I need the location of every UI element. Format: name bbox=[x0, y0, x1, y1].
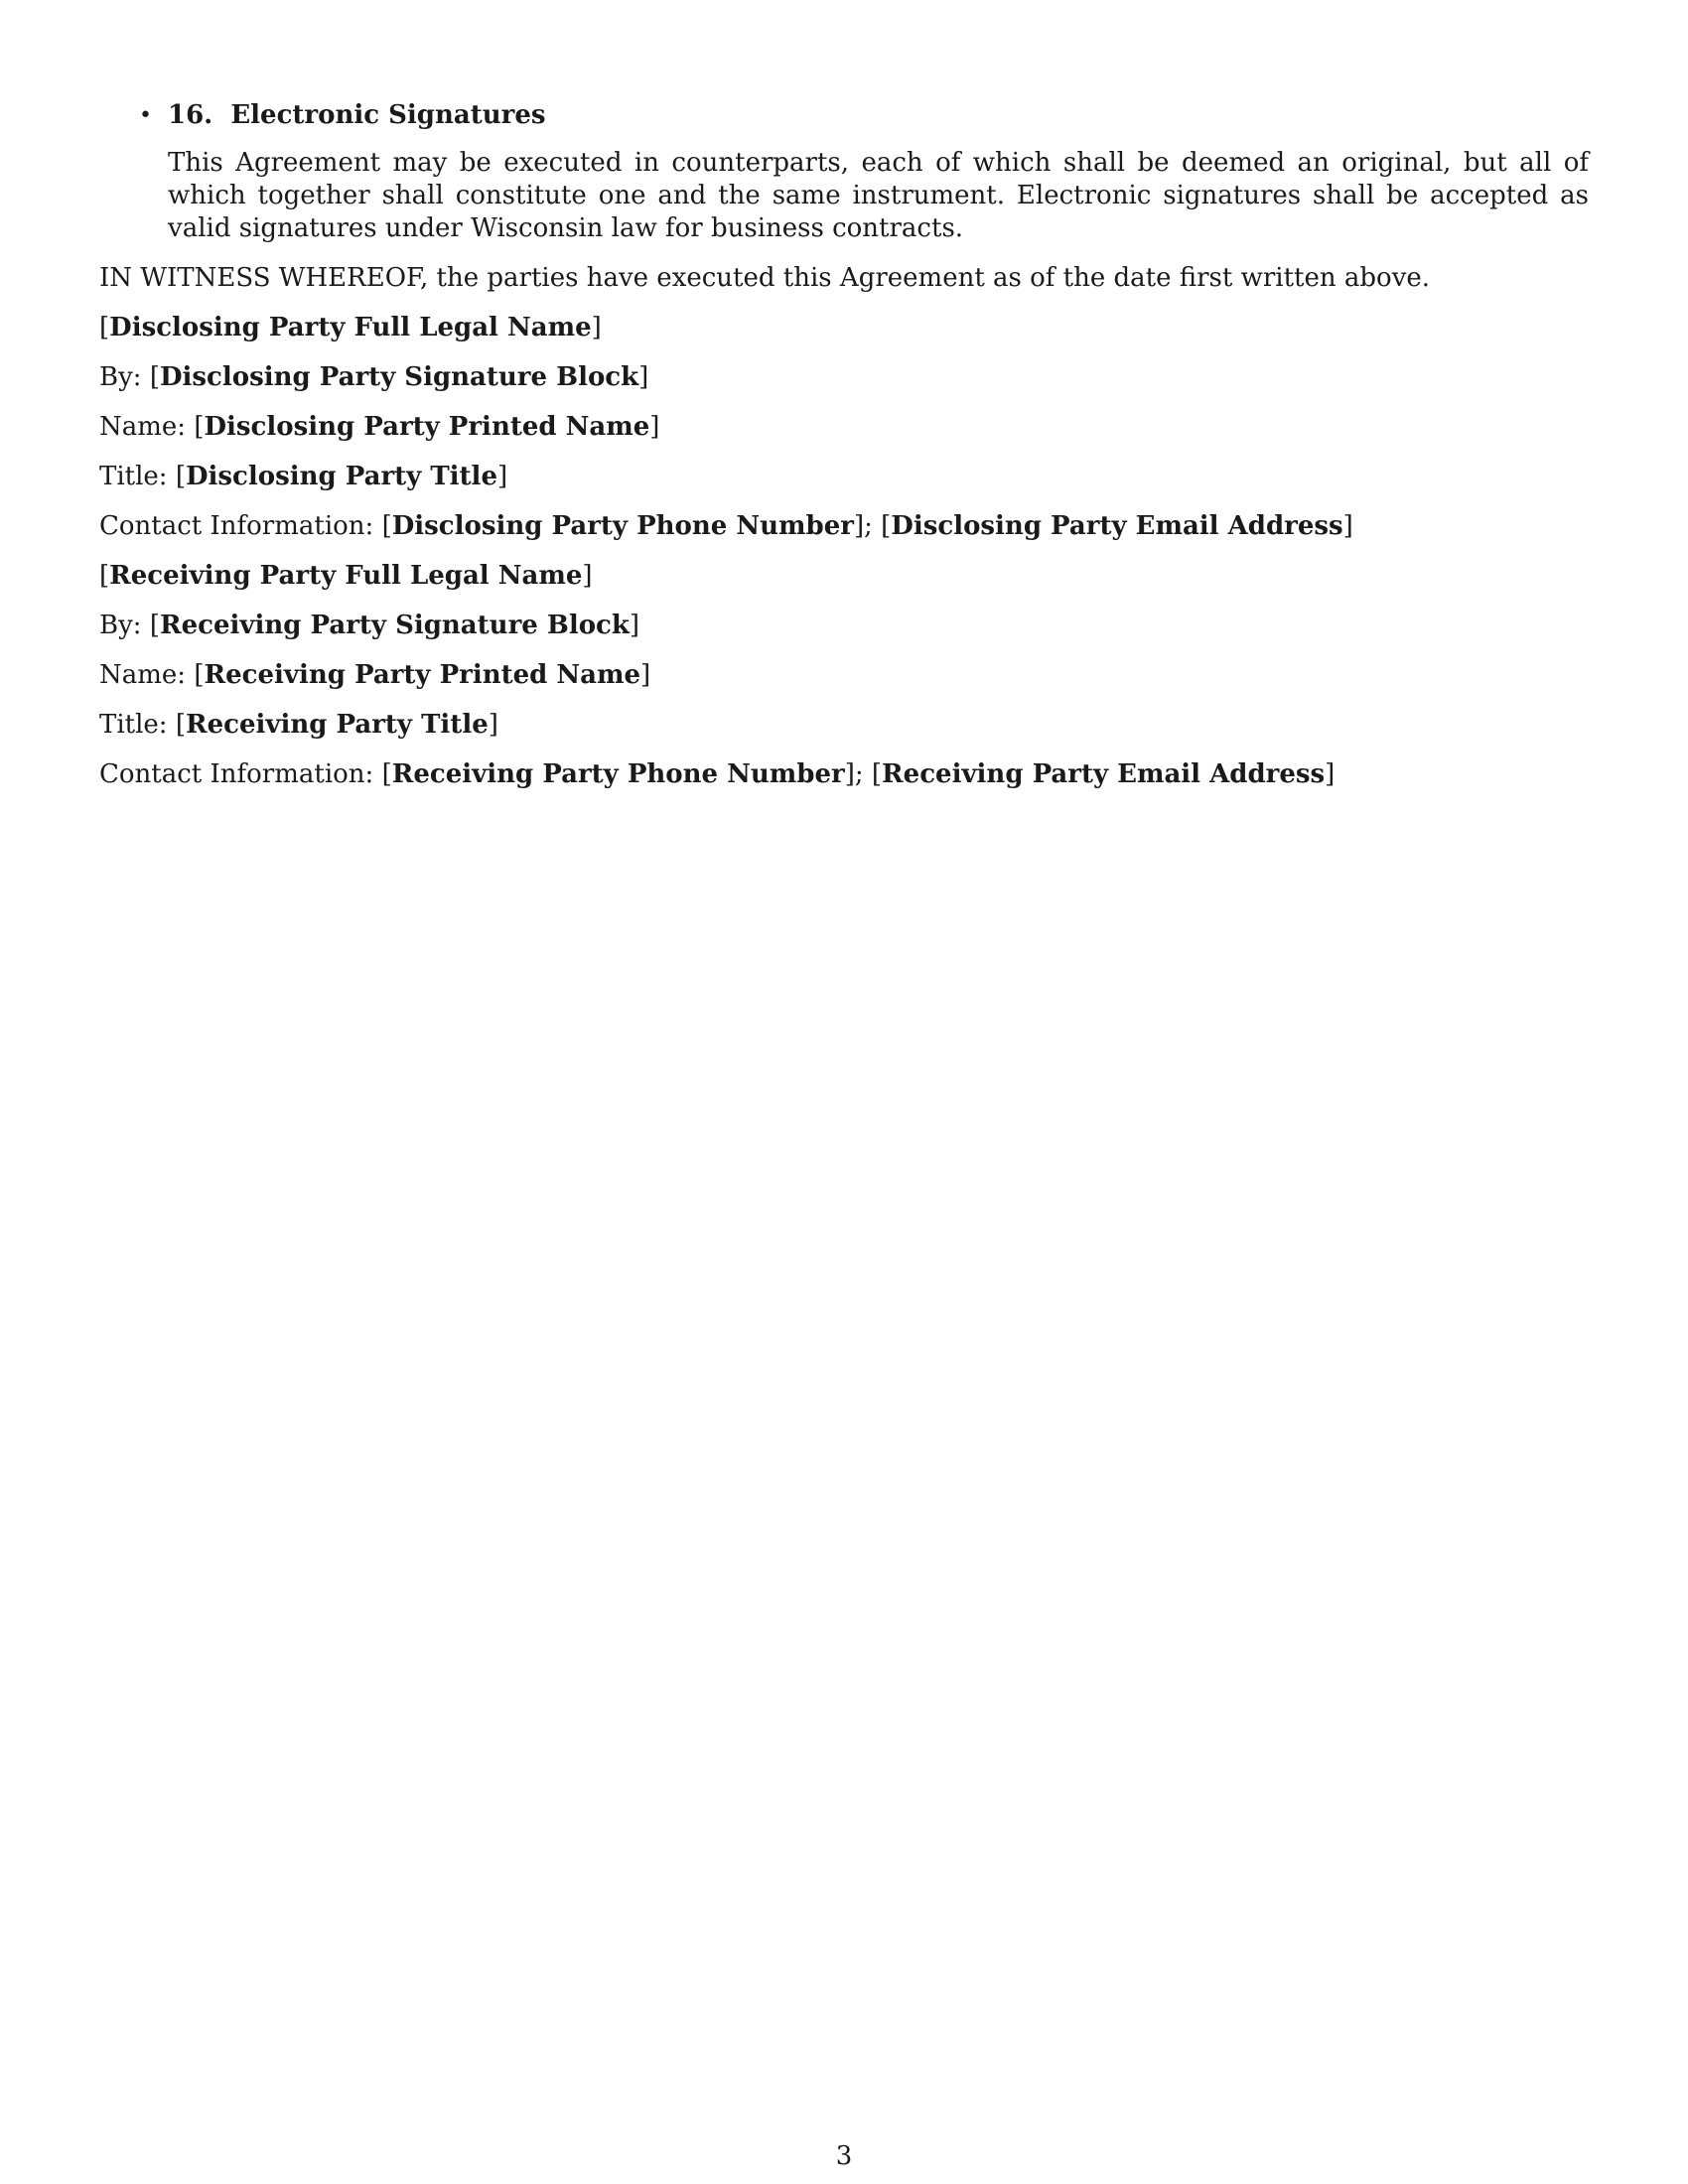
disclosing-signature-block: Disclosing Party Signature Block bbox=[159, 362, 639, 392]
receiving-contact-line: Contact Information: [Receiving Party Phone Number]; [Receiving Party Email Address] bbox=[99, 759, 1336, 789]
disclosing-printed-name: Disclosing Party Printed Name bbox=[204, 412, 650, 442]
receiving-phone: Receiving Party Phone Number bbox=[391, 759, 845, 789]
disclosing-legal-name-line: [Disclosing Party Full Legal Name] bbox=[99, 313, 602, 342]
document-page bbox=[99, 99, 1589, 791]
contact-label: Contact Information: bbox=[99, 511, 374, 541]
receiving-signature-block: Receiving Party Signature Block bbox=[159, 611, 630, 640]
page-number: 3 bbox=[835, 2141, 853, 2171]
disclosing-title-line: Title: [Disclosing Party Title] bbox=[99, 462, 508, 491]
name-label: Name: bbox=[99, 660, 187, 690]
section-body: This Agreement may be executed in counterparts, each of which shall be deemed an original, but all of which together shall constitute one and the same instrument. Electronic signatures shall be accepted as valid signatures under Wisconsin law for business contracts. bbox=[168, 148, 1589, 243]
section-16 bbox=[99, 99, 1589, 245]
disclosing-email: Disclosing Party Email Address bbox=[891, 511, 1343, 541]
disclosing-name-line: Name: [Disclosing Party Printed Name] bbox=[99, 412, 660, 442]
by-label: By: bbox=[99, 362, 142, 392]
receiving-title: Receiving Party Title bbox=[186, 710, 489, 740]
section-heading bbox=[168, 99, 1589, 132]
receiving-title-line: Title: [Receiving Party Title] bbox=[99, 710, 498, 740]
disclosing-contact-line: Contact Information: [Disclosing Party Phone Number]; [Disclosing Party Email Address] bbox=[99, 511, 1353, 541]
witness-statement: IN WITNESS WHEREOF, the parties have executed this Agreement as of the date first written above. bbox=[99, 263, 1431, 293]
disclosing-legal-name: Disclosing Party Full Legal Name bbox=[109, 313, 592, 342]
receiving-by-line: By: [Receiving Party Signature Block] bbox=[99, 611, 640, 640]
section-title: Electronic Signatures bbox=[230, 100, 546, 130]
disclosing-by-line: By: [Disclosing Party Signature Block] bbox=[99, 362, 649, 392]
by-label: By: bbox=[99, 611, 142, 640]
contact-label: Contact Information: bbox=[99, 759, 374, 789]
receiving-legal-name-line: [Receiving Party Full Legal Name] bbox=[99, 561, 593, 591]
receiving-name-line: Name: [Receiving Party Printed Name] bbox=[99, 660, 651, 690]
section-number: 16. bbox=[168, 100, 213, 130]
receiving-legal-name: Receiving Party Full Legal Name bbox=[109, 561, 583, 591]
disclosing-title: Disclosing Party Title bbox=[186, 462, 497, 491]
disclosing-phone: Disclosing Party Phone Number bbox=[391, 511, 854, 541]
receiving-email: Receiving Party Email Address bbox=[882, 759, 1326, 789]
name-label: Name: bbox=[99, 412, 187, 442]
title-label: Title: bbox=[99, 462, 168, 491]
bullet-icon: • bbox=[139, 103, 152, 128]
receiving-printed-name: Receiving Party Printed Name bbox=[204, 660, 641, 690]
title-label: Title: bbox=[99, 710, 168, 740]
